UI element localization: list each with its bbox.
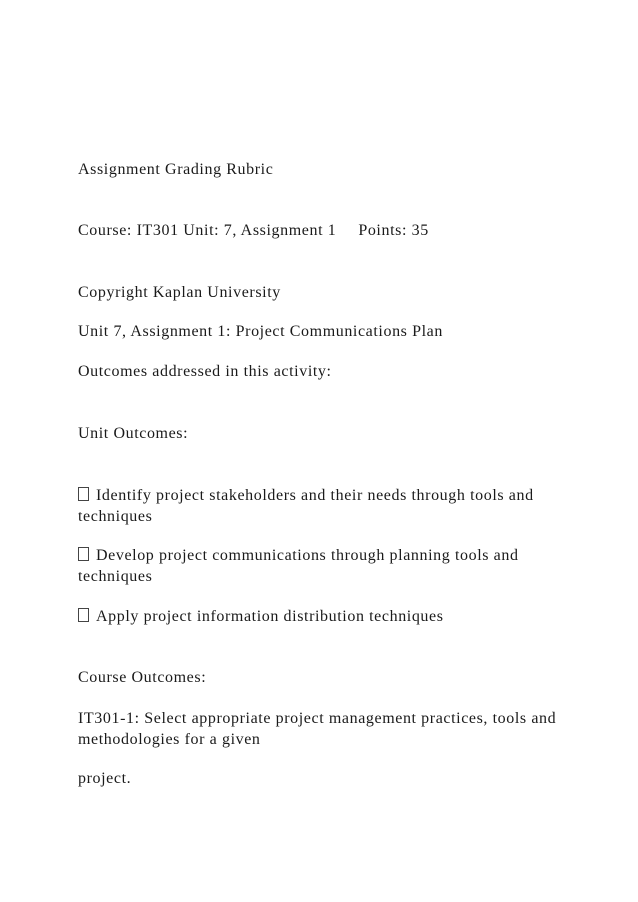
- unit-outcome-item: [78, 607, 444, 627]
- document-title: Assignment Grading Rubric: [78, 161, 274, 178]
- points-label: Points: 35: [358, 222, 429, 239]
- unit-outcomes-heading: Unit Outcomes:: [78, 425, 189, 442]
- bullet-icon: [78, 547, 89, 561]
- unit-outcome-item: [78, 485, 568, 527]
- bullet-icon: [78, 608, 89, 622]
- unit-outcome-text: Develop project communications through planning tools and techniques: [78, 547, 519, 585]
- assignment-title: Unit 7, Assignment 1: Project Communications Plan: [78, 323, 443, 340]
- course-label: Course: IT301 Unit: 7, Assignment 1: [78, 222, 337, 239]
- course-outcomes-heading: Course Outcomes:: [78, 669, 207, 686]
- unit-outcome-text: Apply project information distribution techniques: [96, 608, 444, 625]
- unit-outcome-item: [78, 545, 568, 587]
- unit-outcome-text: Identify project stakeholders and their needs through tools and techniques: [78, 487, 534, 525]
- copyright-line: Copyright Kaplan University: [78, 284, 281, 301]
- outcomes-intro: Outcomes addressed in this activity:: [78, 363, 332, 380]
- bullet-icon: [78, 487, 89, 501]
- course-outcome-text: IT301-1: Select appropriate project management practices, tools and methodologies for a given: [78, 710, 557, 748]
- course-outcome-continuation: project.: [78, 770, 132, 787]
- course-info-line: [78, 221, 429, 241]
